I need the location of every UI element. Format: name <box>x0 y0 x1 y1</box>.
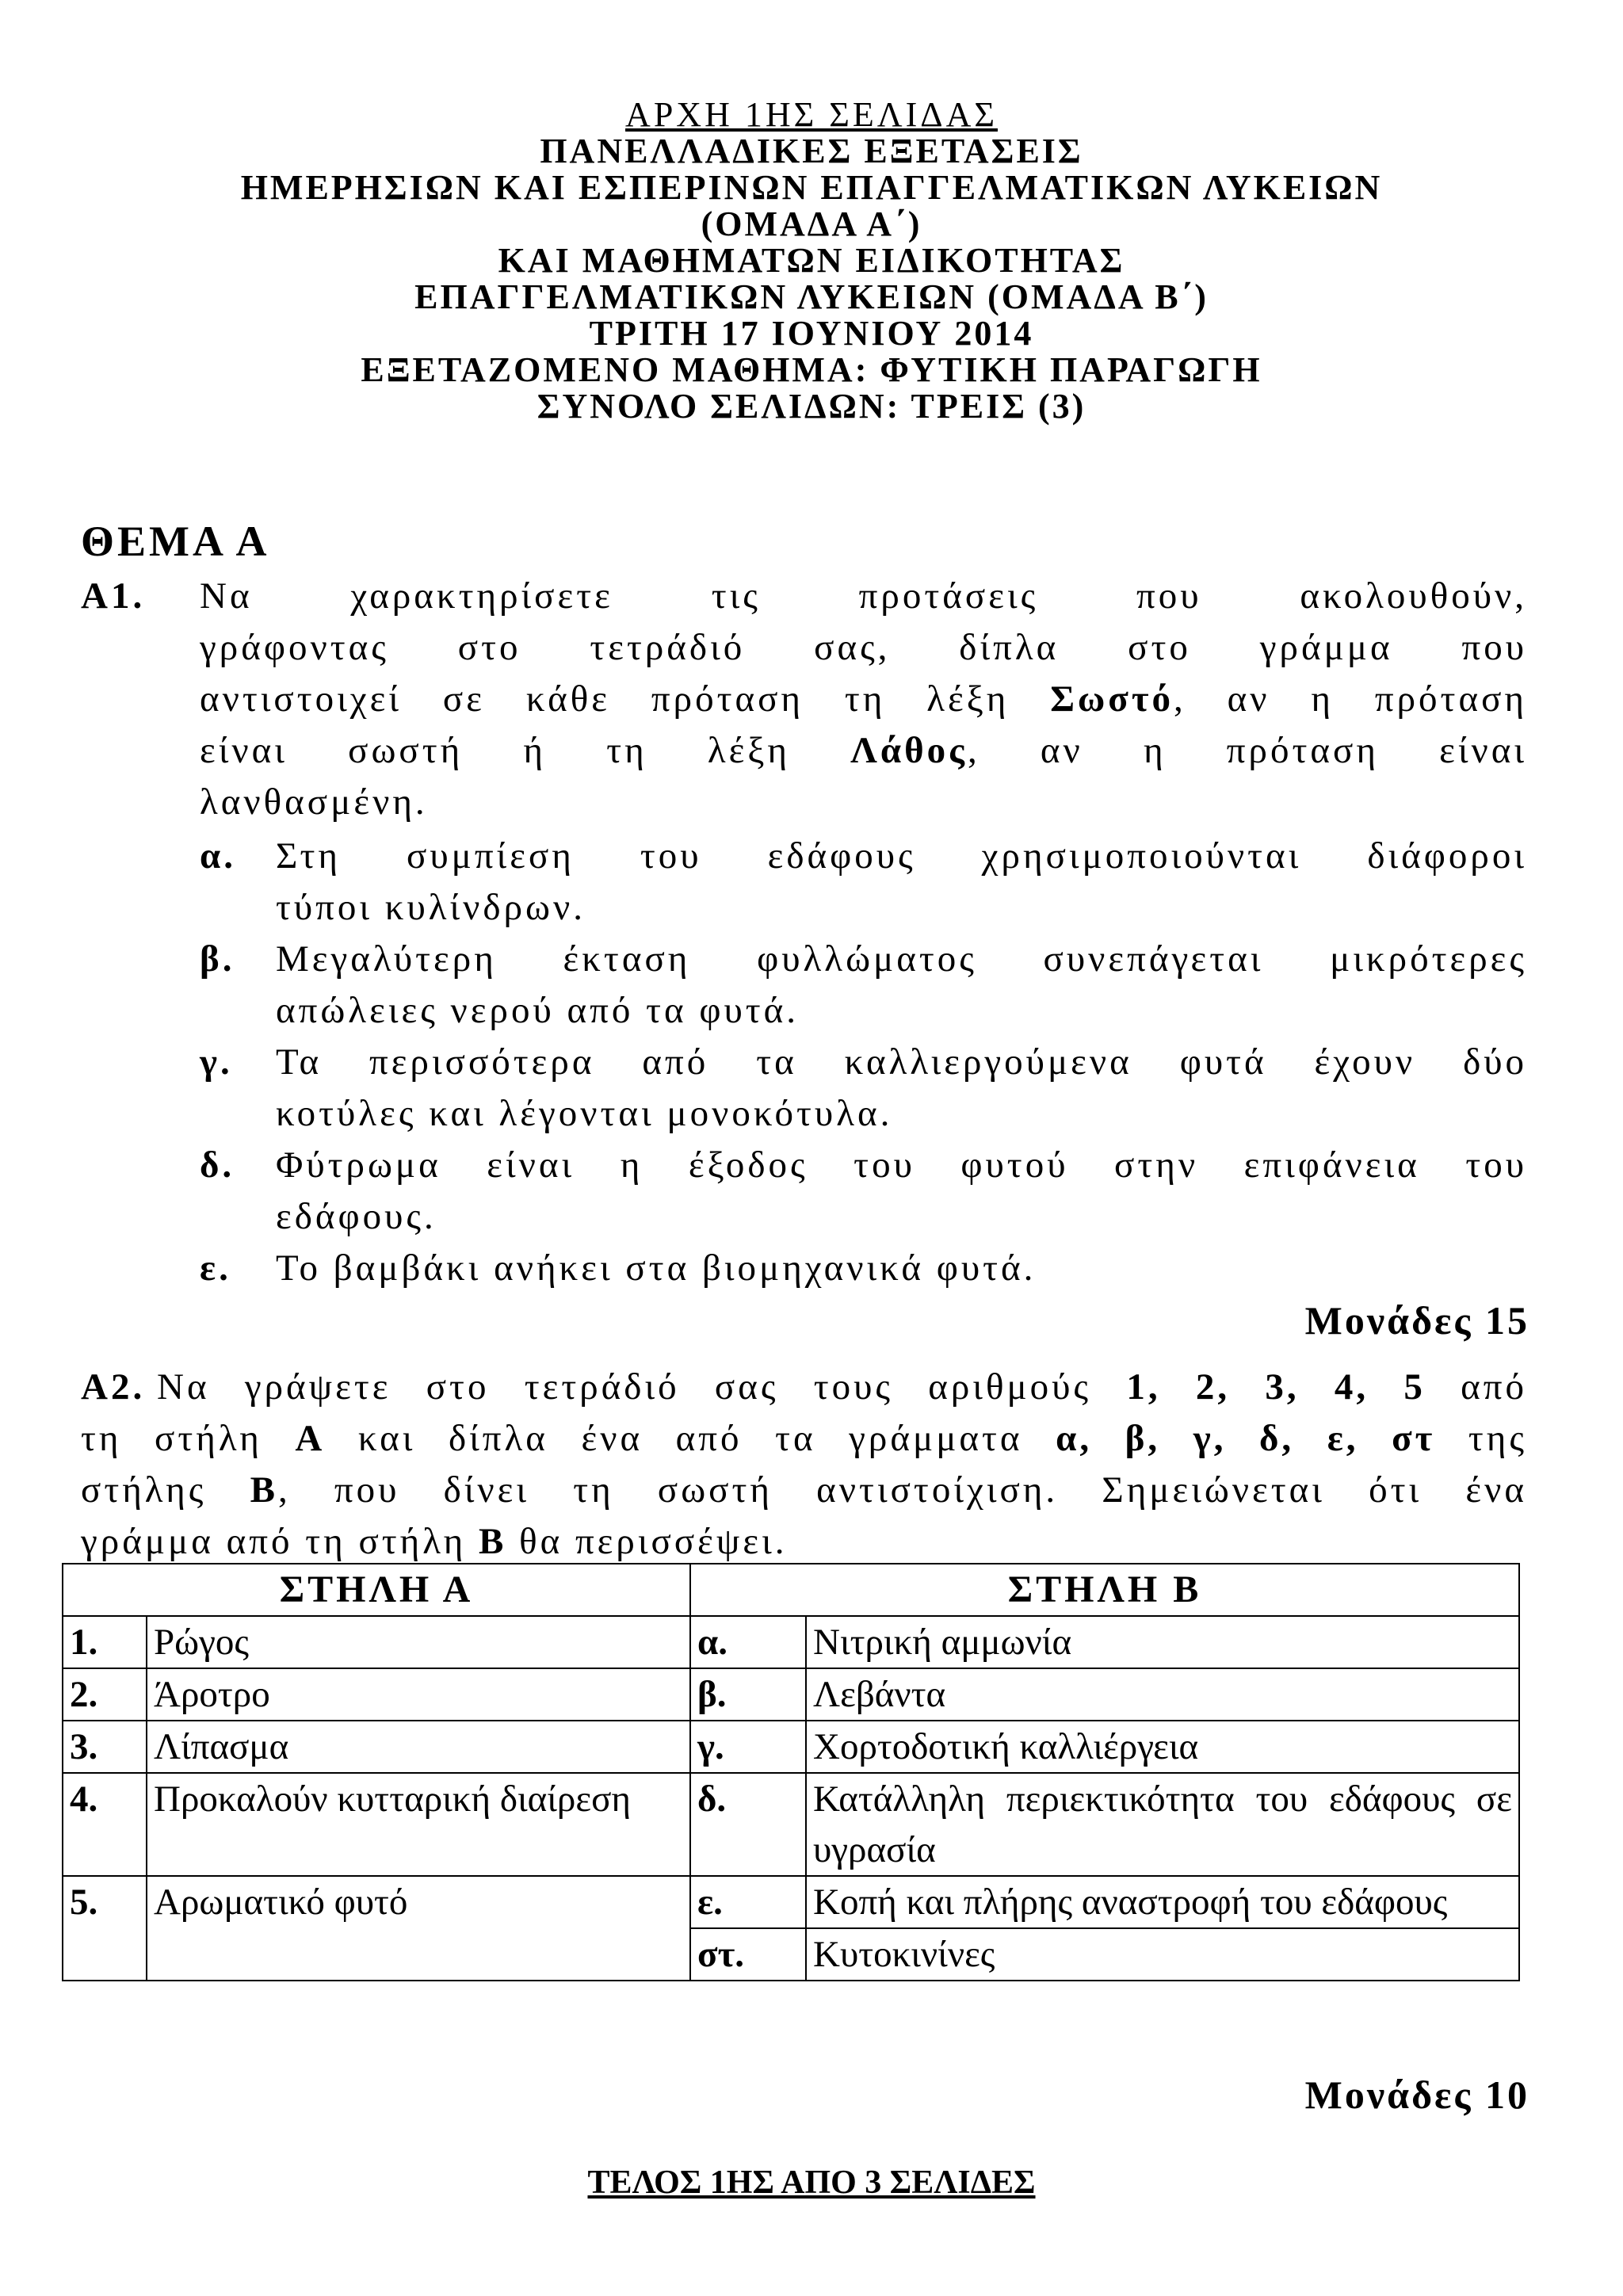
column-b-cell: Νιτρική αμμωνία <box>806 1616 1519 1668</box>
units-a2: Μονάδες 10 <box>1304 2073 1529 2117</box>
text-fragment: στήλης <box>81 1469 250 1511</box>
text-line <box>200 725 1527 777</box>
column-a-cell: Άροτρο <box>147 1668 690 1721</box>
text-line: γράφοντας στο τετράδιό σας, δίπλα στο γράμμα που <box>200 627 1527 668</box>
item-text: Στη συμπίεση του εδάφους χρησιμοποιούνται διάφοροι <box>276 835 1527 877</box>
column-b-cell: Λεβάντα <box>806 1668 1519 1721</box>
item-text: κοτύλες και λέγονται μονοκότυλα. <box>276 1093 893 1134</box>
row-letter: γ. <box>690 1721 806 1773</box>
row-letter: ε. <box>690 1876 806 1928</box>
item-text: τύποι κυλίνδρων. <box>276 887 586 928</box>
list-item <box>200 1243 1527 1294</box>
exam-date: ΤΡΙΤΗ 17 ΙΟΥΝΙΟΥ 2014 <box>589 314 1034 353</box>
item-text: Το βαμβάκι ανήκει στα βιομηχανικά φυτά. <box>276 1247 1037 1289</box>
text-line: Να χαρακτηρίσετε τις προτάσεις που ακολουθούν, <box>200 575 1527 617</box>
table-header-row <box>63 1564 1519 1616</box>
row-number: 2. <box>63 1668 147 1721</box>
item-letter: α. <box>200 835 236 877</box>
header-line-4: ΚΑΙ ΜΑΘΗΜΑΤΩΝ ΕΙΔΙΚΟΤΗΤΑΣ <box>498 241 1125 280</box>
exam-subject: ΕΞΕΤΑΖΟΜΕΝΟ ΜΑΘΗΜΑ: ΦΥΤΙΚΗ ΠΑΡΑΓΩΓΗ <box>361 350 1262 389</box>
row-letter: στ. <box>690 1928 806 1981</box>
column-ref: Β <box>478 1521 507 1562</box>
text-fragment: είναι σωστή ή τη λέξη <box>200 730 851 771</box>
question-number: Α2. <box>81 1366 146 1408</box>
text-line <box>81 1413 1527 1465</box>
text-fragment: θα περισσέψει. <box>506 1521 788 1562</box>
item-letter: ε. <box>200 1247 231 1289</box>
numbers-bold: 1, 2, 3, 4, 5 <box>1126 1366 1426 1408</box>
list-item <box>200 934 1527 1037</box>
question-a2 <box>81 1362 1527 1568</box>
row-letter: β. <box>690 1668 806 1721</box>
text-line <box>81 1362 1527 1413</box>
exam-header <box>0 97 1623 425</box>
column-a-header: ΣΤΗΛΗ Α <box>63 1564 690 1616</box>
column-a-cell: Λίπασμα <box>147 1721 690 1773</box>
list-item <box>200 1140 1527 1243</box>
column-b-cell: Χορτοδοτική καλλιέργεια <box>806 1721 1519 1773</box>
header-line-5: ΕΠΑΓΓΕΛΜΑΤΙΚΩΝ ΛΥΚΕΙΩΝ (ΟΜΑΔΑ Β΄) <box>414 277 1209 316</box>
page-end-label: ΤΕΛΟΣ 1ΗΣ ΑΠΟ 3 ΣΕΛΙΔΕΣ <box>587 2164 1036 2201</box>
item-text: απώλειες νερού από τα φυτά. <box>276 990 800 1031</box>
keyword-wrong: Λάθος <box>850 730 968 771</box>
table-row <box>63 1876 1519 1928</box>
table-row <box>63 1721 1519 1773</box>
text-fragment: της <box>1435 1418 1528 1459</box>
item-text: Τα περισσότερα από τα καλλιεργούμενα φυτά έχουν δύο <box>276 1041 1527 1083</box>
column-b-cell: Κοπή και πλήρης αναστροφή του εδάφους <box>806 1876 1519 1928</box>
matching-table <box>62 1563 1520 1981</box>
list-item <box>200 831 1527 934</box>
text-fragment: Να γράψετε στο τετράδιό σας τους αριθμούς <box>157 1366 1127 1408</box>
item-letter: γ. <box>200 1041 233 1083</box>
text-line: λανθασμένη. <box>200 781 428 823</box>
text-fragment: αντιστοιχεί σε κάθε πρόταση τη λέξη <box>200 678 1051 720</box>
table-row <box>63 1668 1519 1721</box>
text-fragment: , αν η πρόταση <box>1174 678 1527 720</box>
text-line <box>200 674 1527 725</box>
question-number: Α1. <box>81 575 146 617</box>
keyword-correct: Σωστό <box>1050 678 1174 720</box>
column-a-cell: Αρωματικό φυτό <box>147 1876 690 1981</box>
list-item <box>200 1037 1527 1140</box>
column-a-cell: Ρώγος <box>147 1616 690 1668</box>
text-fragment: , που δίνει τη σωστή αντιστοίχιση. Σημειώνεται ότι ένα <box>277 1469 1527 1511</box>
text-line <box>81 1465 1527 1516</box>
item-letter: δ. <box>200 1144 235 1186</box>
row-number: 5. <box>63 1876 147 1981</box>
row-number: 4. <box>63 1773 147 1876</box>
total-pages: ΣΥΝΟΛΟ ΣΕΛΙΔΩΝ: ΤΡΕΙΣ (3) <box>537 387 1086 426</box>
column-b-cell: Κυτοκινίνες <box>806 1928 1519 1981</box>
table-row <box>63 1616 1519 1668</box>
text-fragment: γράμμα από τη στήλη <box>81 1521 479 1562</box>
question-text <box>81 1362 1527 1568</box>
item-text: Μεγαλύτερη έκταση φυλλώματος συνεπάγεται μικρότερες <box>276 938 1527 980</box>
column-b-cell: Κατάλληλη περιεκτικότητα του εδάφους σε υγρασία <box>806 1773 1519 1876</box>
text-fragment: και δίπλα ένα από τα γράμματα <box>325 1418 1056 1459</box>
text-fragment: από <box>1425 1366 1527 1408</box>
column-a-cell: Προκαλούν κυτταρική διαίρεση <box>147 1773 690 1876</box>
item-letter: β. <box>200 938 235 980</box>
letters-bold: α, β, γ, δ, ε, στ <box>1056 1418 1436 1459</box>
question-a1 <box>81 571 1527 832</box>
item-text: εδάφους. <box>276 1196 437 1237</box>
row-number: 3. <box>63 1721 147 1773</box>
row-number: 1. <box>63 1616 147 1668</box>
column-ref: Β <box>250 1469 278 1511</box>
row-letter: α. <box>690 1616 806 1668</box>
item-text: Φύτρωμα είναι η έξοδος του φυτού στην επιφάνεια του <box>276 1144 1527 1186</box>
text-fragment: τη στήλη <box>81 1418 296 1459</box>
column-b-header: ΣΤΗΛΗ Β <box>690 1564 1519 1616</box>
question-text <box>200 571 1527 828</box>
statement-list <box>200 831 1527 1294</box>
units-a1: Μονάδες 15 <box>1304 1298 1529 1343</box>
text-fragment: , αν η πρόταση είναι <box>967 730 1528 771</box>
text-line <box>81 1516 1527 1568</box>
section-title: ΘΕΜΑ Α <box>81 518 270 565</box>
page-start-label: ΑΡΧΗ 1ΗΣ ΣΕΛΙΔΑΣ <box>625 95 998 134</box>
header-line-3: (ΟΜΑΔΑ Α΄) <box>701 204 922 243</box>
header-line-1: ΠΑΝΕΛΛΑΔΙΚΕΣ ΕΞΕΤΑΣΕΙΣ <box>540 132 1083 170</box>
row-letter: δ. <box>690 1773 806 1876</box>
column-ref: Α <box>295 1418 326 1459</box>
table-row <box>63 1773 1519 1876</box>
header-line-2: ΗΜΕΡΗΣΙΩΝ ΚΑΙ ΕΣΠΕΡΙΝΩΝ ΕΠΑΓΓΕΛΜΑΤΙΚΩΝ ΛΥΚΕΙΩΝ <box>240 168 1383 207</box>
